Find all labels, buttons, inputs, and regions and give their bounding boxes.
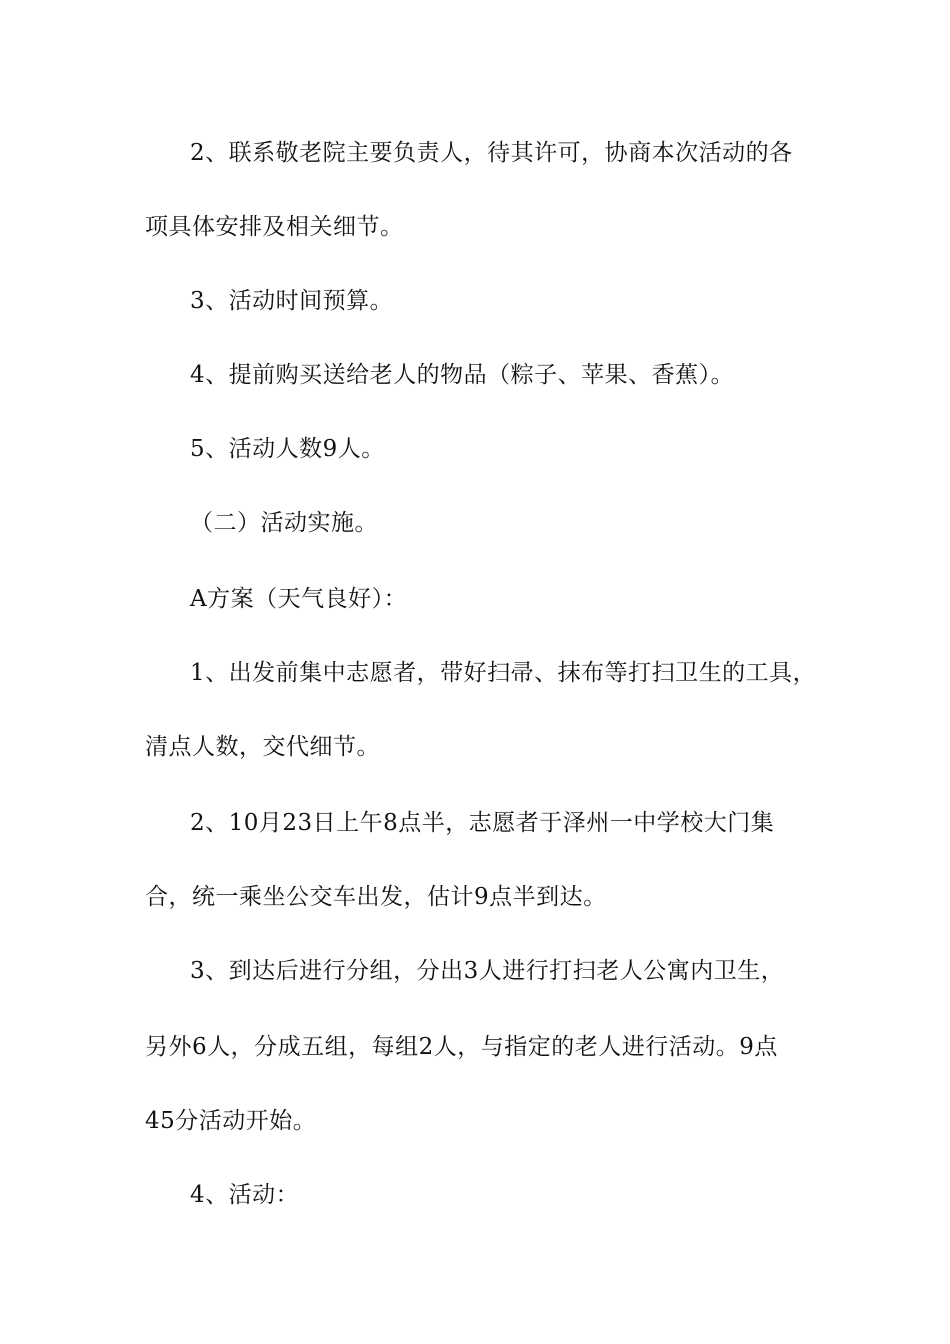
paragraph-line: 3、到达后进行分组，分出3人进行打扫老人公寓内卫生， (190, 958, 785, 984)
paragraph-line: 清点人数，交代细节。 (145, 734, 380, 760)
plan-heading: A方案（天气良好）： (190, 586, 408, 612)
paragraph-line: 1、出发前集中志愿者，带好扫帚、抹布等打扫卫生的工具， (190, 660, 817, 686)
paragraph-line: 4、活动： (190, 1182, 300, 1208)
paragraph-line: 另外6人，分成五组，每组2人，与指定的老人进行活动。9点 (145, 1034, 778, 1060)
paragraph-line: 45分活动开始。 (145, 1108, 317, 1134)
section-heading: （二）活动实施。 (190, 510, 378, 536)
paragraph-line: 合，统一乘坐公交车出发，估计9点半到达。 (145, 884, 607, 910)
paragraph-line: 项具体安排及相关细节。 (145, 214, 404, 240)
paragraph-line: 2、10月23日上午8点半，志愿者于泽州一中学校大门集 (190, 810, 775, 836)
paragraph-line: 4、提前购买送给老人的物品（粽子、苹果、香蕉）。 (190, 362, 735, 388)
paragraph-line: 3、活动时间预算。 (190, 288, 394, 314)
paragraph-line: 5、活动人数9人。 (190, 436, 385, 462)
paragraph-line: 2、联系敬老院主要负责人，待其许可，协商本次活动的各 (190, 140, 793, 166)
